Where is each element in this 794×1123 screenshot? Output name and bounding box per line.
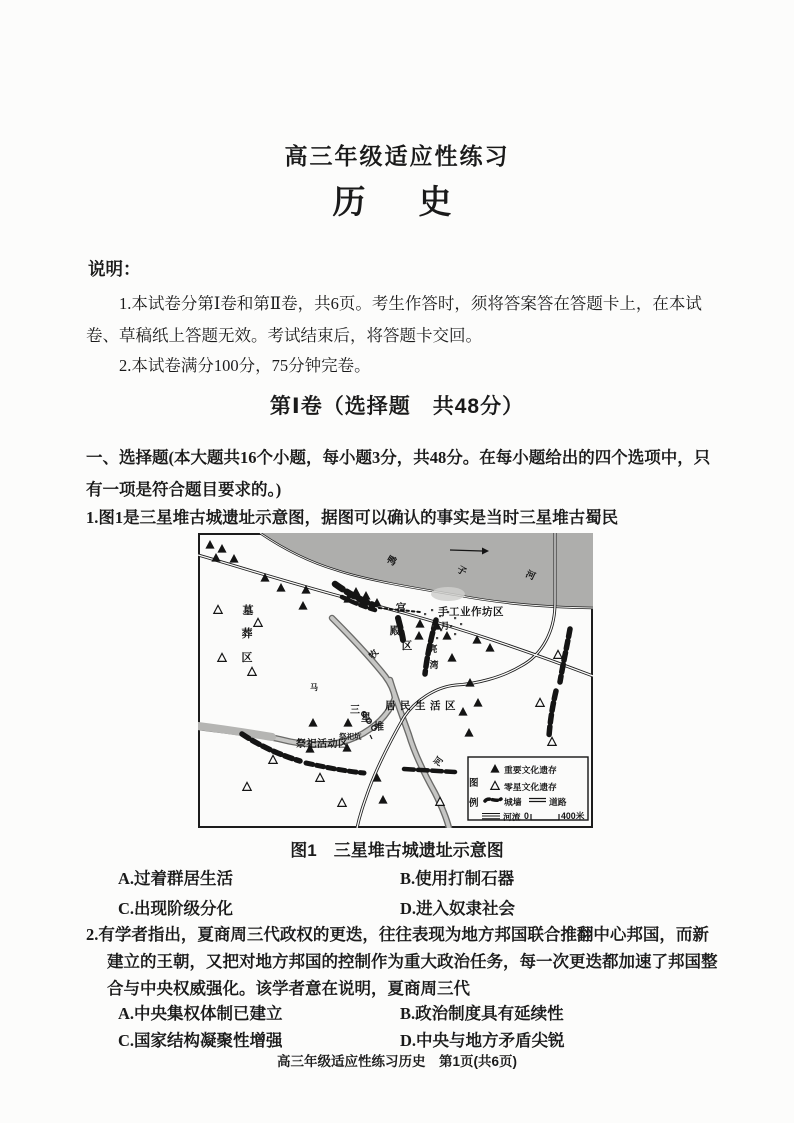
- question-1-stem: 1.图1是三星堆古城遗址示意图，据图可以确认的事实是当时三星堆古蜀民: [86, 508, 619, 527]
- question-1-options: [86, 864, 700, 924]
- legend-title-1: 图: [469, 778, 479, 789]
- shoal-patch: [431, 587, 465, 601]
- label-sanxingdui-2: 星: [361, 713, 371, 724]
- legend-road-label: 道路: [549, 797, 567, 807]
- label-residential-area: 居民生活区: [385, 700, 460, 712]
- section1-intro: 一、选择题(本大题共16个小题，每小题3分，共48分。在每小题给出的四个选项中，只有一项是符合题目要求的。): [86, 448, 711, 499]
- label-tombs-2: 葬: [241, 628, 253, 640]
- figure1-caption: 图1 三星堆古城遗址示意图: [290, 841, 504, 860]
- label-yazi-3: 河: [523, 568, 538, 583]
- notes-item-1: 1.本试卷分第Ⅰ卷和第Ⅱ卷，共6页。考生作答时，须将答案答在答题卡上，在本试卷、草稿纸上答题无效。考试结束后，将答题卡交回。: [86, 294, 702, 345]
- q1-option-c: C.出现阶级分化: [118, 899, 234, 918]
- legend-river-label: 河流: [503, 812, 521, 822]
- label-palace-3: 区: [401, 640, 413, 652]
- subject-title: 历 史: [332, 183, 462, 220]
- q2-option-d: D.中央与地方矛盾尖锐: [400, 1031, 565, 1050]
- notes-item-2: 2.本试卷满分100分，75分钟完卷。: [119, 356, 371, 375]
- q1-option-a: A.过着群居生活: [118, 869, 234, 888]
- legend-wall-icon: [485, 799, 501, 801]
- legend-scale-zero: 0: [524, 811, 529, 821]
- label-mamu-2: 牧: [366, 647, 381, 661]
- page-title: 高三年级适应性练习: [284, 143, 510, 169]
- legend-important-label: 重要文化遗存: [504, 765, 557, 775]
- label-sacrificial-pits: 祭祀坑: [339, 732, 362, 741]
- legend-wall-label: 城墙: [504, 797, 522, 807]
- question-2-options: [86, 1000, 700, 1054]
- legend-scale-label: 400米: [561, 811, 585, 821]
- q1-option-d: D.进入奴隶社会: [400, 899, 516, 918]
- label-palace-1: 宫: [395, 602, 407, 614]
- legend-title-2: 例: [469, 798, 479, 809]
- label-tombs-3: 区: [241, 652, 253, 664]
- label-moonbay-1: 月: [440, 621, 450, 631]
- sanxingdui-map: [198, 533, 593, 828]
- label-mamu-1: 马: [310, 683, 318, 692]
- section1-heading: 第Ⅰ卷（选择题 共48分）: [269, 395, 525, 418]
- label-yazi-1: 鸭: [384, 554, 399, 569]
- label-yazi-2: 子: [454, 564, 469, 579]
- label-sacrificial-area: 祭祀活动区: [296, 739, 349, 750]
- label-mamu-3: 河: [431, 754, 446, 768]
- q2-option-c: C.国家结构凝聚性增强: [118, 1031, 283, 1050]
- legend-scattered-label: 零星文化遗存: [504, 782, 557, 792]
- q2-option-b: B.政治制度具有延续性: [400, 1004, 564, 1023]
- q1-option-b: B.使用打制石器: [400, 869, 515, 888]
- notes-heading: 说明：: [88, 259, 141, 279]
- label-tombs-1: 墓: [242, 605, 254, 617]
- label-palace-2: 殿: [389, 625, 401, 637]
- page-footer: 高三年级适应性练习历史 第1页(共6页): [276, 1054, 517, 1069]
- label-sanxingdui-3: 堆: [374, 722, 384, 733]
- label-workshop-area: 手工业作坊区: [438, 606, 504, 618]
- label-moonbay-3: 湾: [429, 660, 439, 670]
- label-moonbay-2: 亮: [428, 644, 438, 654]
- q2-option-a: A.中央集权体制已建立: [118, 1004, 283, 1023]
- label-sanxingdui-1: 三: [350, 705, 360, 716]
- map-legend: [468, 757, 588, 822]
- question-2-stem: 2.有学者指出，夏商周三代政权的更迭，往往表现为地方邦国联合推翻中心邦国，而新建立的王朝，又把对地方邦国的控制作为重大政治任务，每一次更迭都加速了邦国整合与中央权威强化。该学者意在说明，夏商周三代: [86, 925, 718, 998]
